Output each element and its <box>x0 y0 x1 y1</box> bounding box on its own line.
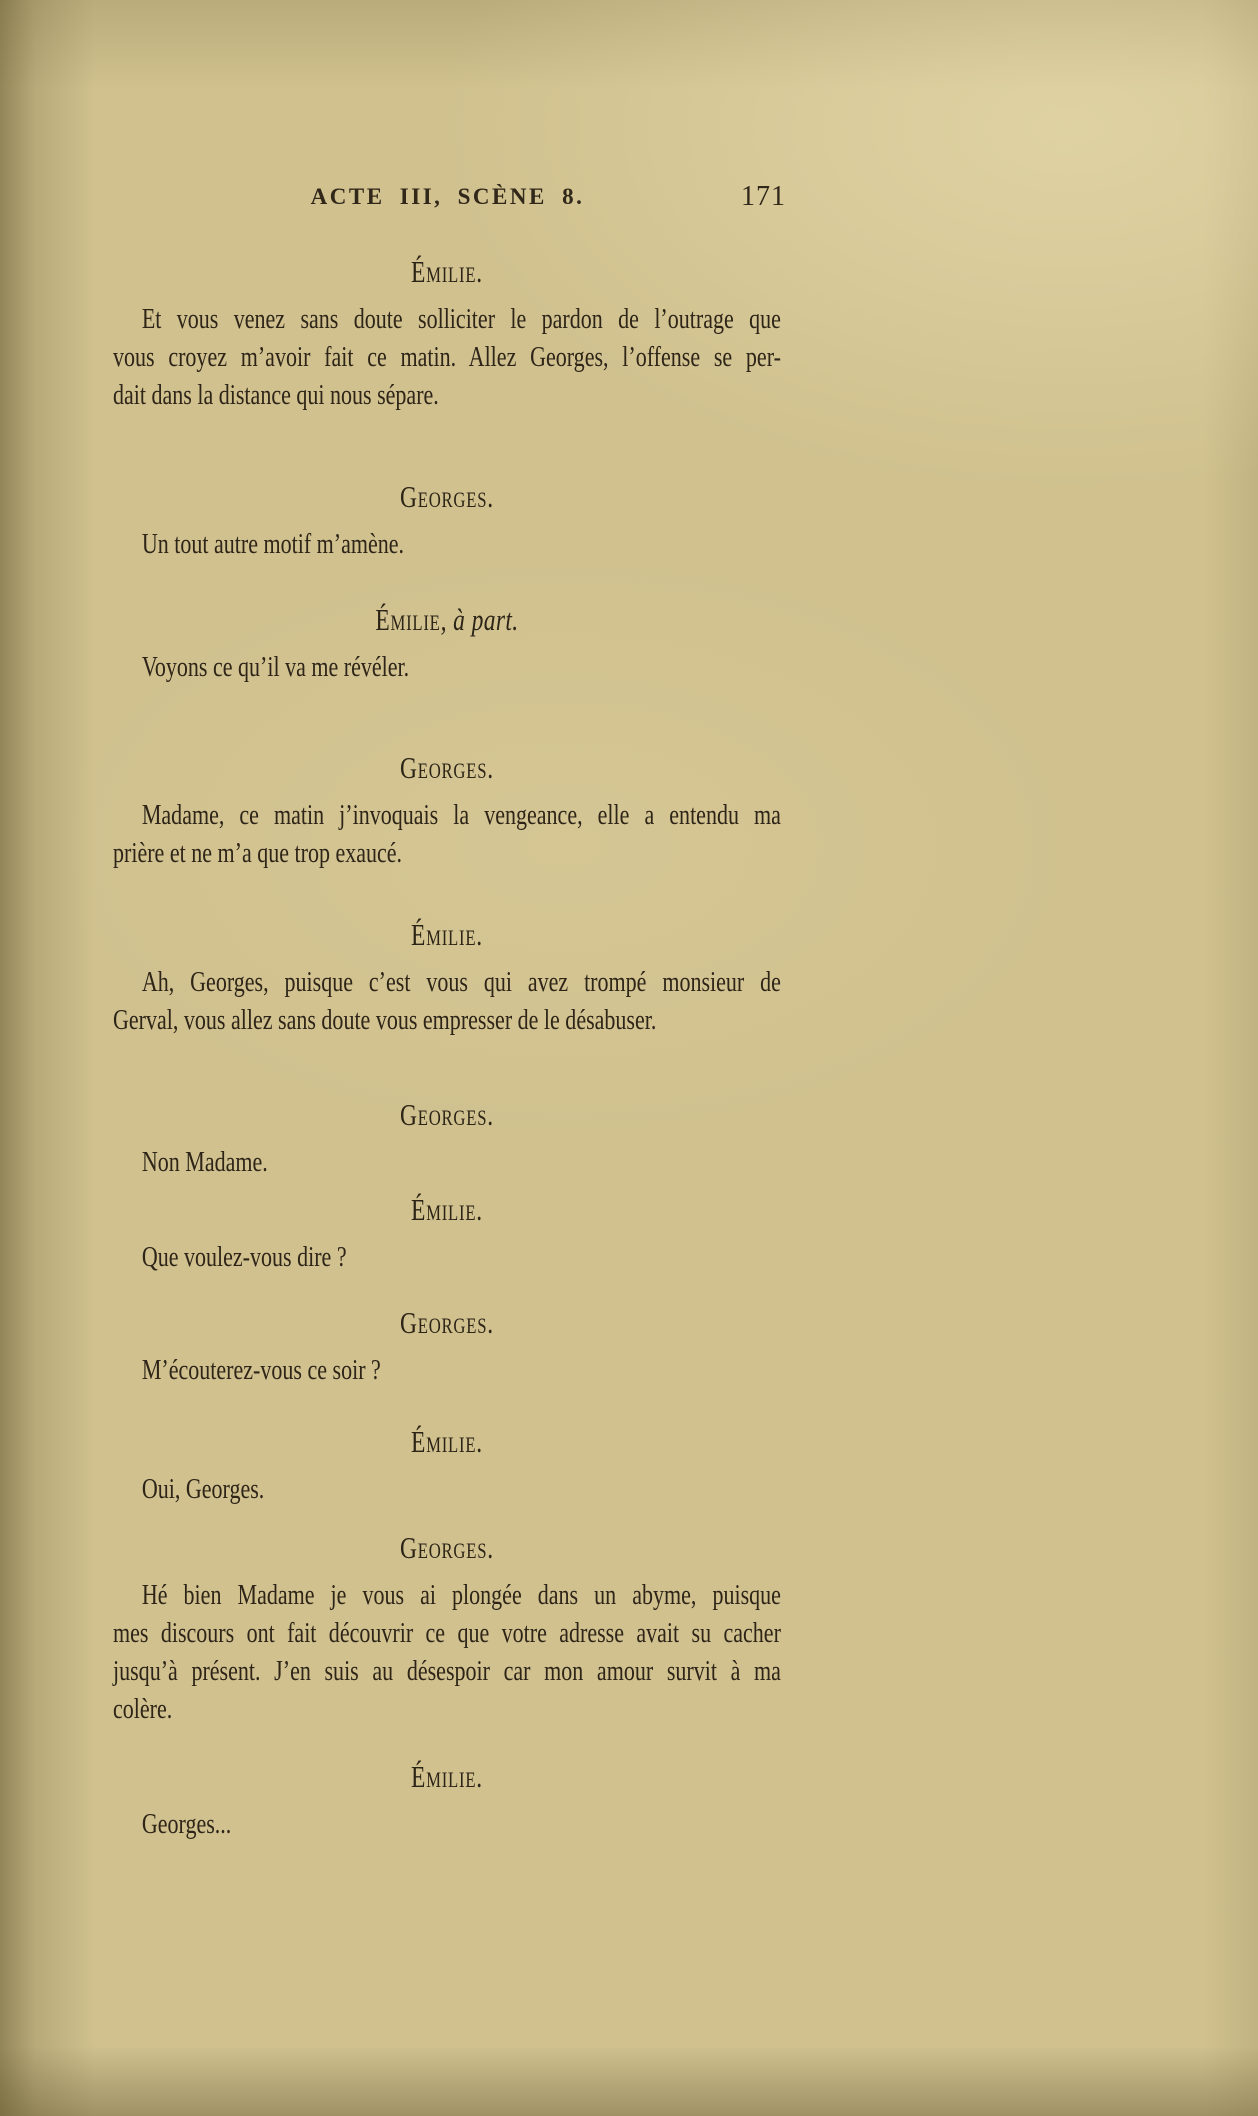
speaker-heading <box>113 252 781 292</box>
speaker-name: Georges. <box>400 1530 494 1565</box>
dialogue-entry <box>113 1303 781 1389</box>
speaker-heading <box>113 600 781 640</box>
dialogue-entry <box>113 915 781 1039</box>
speaker-name: Georges. <box>400 750 494 785</box>
dialogue-entry <box>113 252 781 414</box>
dialogue-entry <box>113 1190 781 1276</box>
dialogue-entry <box>113 1528 781 1728</box>
speech-text: Un tout autre motif m’amène. <box>141 528 405 560</box>
dialogue-entry <box>113 1422 781 1508</box>
speaker-heading <box>113 1190 781 1230</box>
speaker-name: Georges. <box>400 1305 494 1340</box>
speaker-heading <box>113 1095 781 1135</box>
page-number: 171 <box>741 181 786 212</box>
speaker-name: Émilie. <box>410 1192 483 1227</box>
speaker-name: Georges. <box>400 479 494 514</box>
speaker-name: Émilie. <box>410 1759 483 1794</box>
speech-text: Georges... <box>141 1808 232 1840</box>
dialogue-entry <box>113 600 781 686</box>
dialogue-entry <box>113 748 781 872</box>
speaker-heading <box>113 1528 781 1568</box>
speaker-name: Émilie. <box>410 1424 483 1459</box>
dialogue-entry <box>113 477 781 563</box>
speaker-heading <box>113 1303 781 1343</box>
speaker-heading <box>113 1422 781 1462</box>
speaker-name: Émilie. <box>410 917 483 952</box>
speech-text: Ah, Georges, puisque c’est vous qui avez trompé monsieur de Gerval, vous allez sans doute vous empresser de le désabuser. <box>113 966 781 1036</box>
speech-text: Voyons ce qu’il va me révéler. <box>141 651 410 683</box>
stage-direction: , à part. <box>440 602 519 637</box>
speaker-name: Georges. <box>400 1097 494 1132</box>
running-header: ACTE III, SCÈNE 8. <box>310 184 585 209</box>
dialogue-entry <box>113 1757 781 1843</box>
speech-text: M’écouterez-vous ce soir ? <box>141 1354 381 1386</box>
speech-text: Madame, ce matin j’invoquais la vengeance, elle a entendu ma prière et ne m’a que trop exaucé. <box>113 799 781 869</box>
speech-text: Que voulez-vous dire ? <box>141 1241 347 1273</box>
speaker-heading <box>113 477 781 517</box>
speech-text: Hé bien Madame je vous ai plongée dans un abyme, puisque mes discours ont fait découvrir ce que votre adresse avait su cacher jusqu’à présent. J’en suis au désespoir car mon amour survit à ma colère. <box>113 1579 781 1725</box>
speech-text: Et vous venez sans doute solliciter le pardon de l’outrage que vous croyez m’avoir fait ce matin. Allez Georges, l’offense se per- dait dans la distance qui nous sépare. <box>113 303 781 411</box>
speaker-name: Émilie. <box>410 254 483 289</box>
dialogue-entry <box>113 1095 781 1181</box>
speaker-heading <box>113 915 781 955</box>
speaker-heading <box>113 1757 781 1797</box>
speech-text: Non Madame. <box>141 1146 268 1178</box>
speaker-name: Émilie <box>375 602 441 637</box>
speaker-heading <box>113 748 781 788</box>
speech-text: Oui, Georges. <box>141 1473 265 1505</box>
